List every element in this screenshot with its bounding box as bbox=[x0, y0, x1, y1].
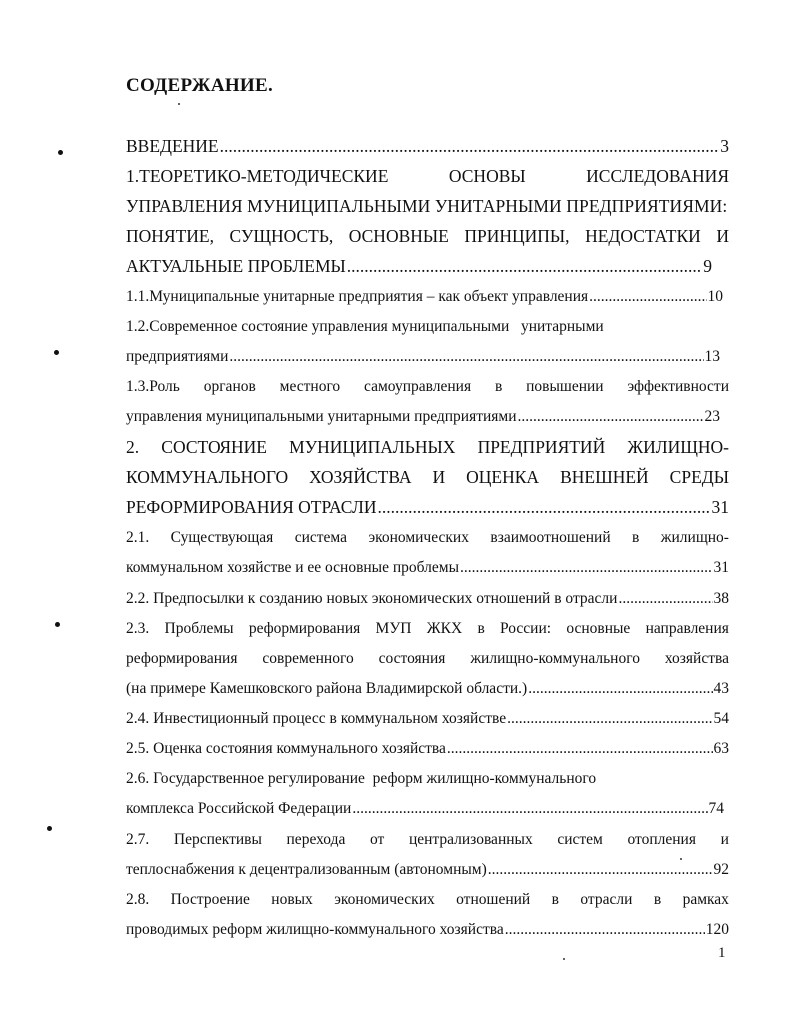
word: экономических bbox=[334, 891, 435, 908]
word: ПРИНЦИПЫ, bbox=[464, 226, 570, 246]
word: отношений bbox=[456, 891, 531, 908]
leader-dots bbox=[528, 680, 712, 698]
word: 2. bbox=[126, 437, 140, 457]
word: в bbox=[632, 529, 640, 546]
toc-chapter2-line1 bbox=[126, 437, 729, 458]
toc-entry-label: 2.4. Инвестиционный процесс в коммунальном хозяйстве bbox=[126, 710, 507, 727]
toc-2-3-line2 bbox=[126, 650, 729, 668]
toc-entry-2-1[interactable] bbox=[126, 559, 729, 577]
toc-page-number: 9 bbox=[703, 256, 712, 276]
toc-entry-label: комплекса Российской Федерации bbox=[126, 800, 352, 817]
word: Перспективы bbox=[173, 831, 262, 848]
word: 2.1. bbox=[126, 529, 150, 546]
leader-dots bbox=[447, 740, 713, 758]
scan-speck bbox=[178, 103, 180, 105]
word: ХОЗЯЙСТВА bbox=[309, 467, 412, 487]
word: отопления bbox=[627, 831, 696, 848]
word: в bbox=[653, 891, 662, 908]
punch-hole-mark bbox=[55, 622, 60, 627]
toc-entry-label: коммунальном хозяйстве и ее основные проблемы bbox=[126, 559, 459, 576]
word: 2.3. bbox=[126, 620, 150, 637]
word: СРЕДЫ bbox=[669, 467, 729, 487]
word: перехода bbox=[286, 831, 346, 848]
word: ЖИЛИЩНО- bbox=[627, 437, 729, 457]
word: централизованных bbox=[408, 831, 533, 848]
toc-entry-2-3[interactable] bbox=[126, 680, 729, 698]
word: 1.3.Роль bbox=[126, 378, 180, 395]
word: России: bbox=[500, 620, 552, 637]
word: жилищно- bbox=[660, 529, 729, 546]
word: основные bbox=[566, 620, 631, 637]
toc-entry-2-5[interactable] bbox=[126, 740, 729, 758]
word: реформирования bbox=[248, 620, 361, 637]
word: Построение bbox=[170, 891, 250, 908]
toc-entry-2-6[interactable] bbox=[126, 800, 724, 818]
word: в bbox=[551, 891, 559, 908]
word: СУЩНОСТЬ, bbox=[229, 226, 334, 246]
word: ПОНЯТИЕ, bbox=[126, 226, 214, 246]
toc-entry-label: (на примере Камешковского района Владимирской области.) bbox=[126, 680, 528, 697]
toc-entry-label: ВВЕДЕНИЕ bbox=[126, 136, 219, 156]
word: И bbox=[432, 467, 446, 487]
leader-dots bbox=[229, 348, 703, 366]
toc-entry-label: АКТУАЛЬНЫЕ ПРОБЛЕМЫ bbox=[126, 256, 346, 276]
toc-2-6-line1: 2.6. Государственное регулирование реформ жилищно-коммунального bbox=[126, 770, 597, 787]
toc-entry-label: РЕФОРМИРОВАНИЯ ОТРАСЛИ bbox=[126, 497, 377, 517]
word: от bbox=[369, 831, 385, 848]
toc-entry-chapter1[interactable] bbox=[126, 256, 712, 277]
word: направления bbox=[645, 620, 729, 637]
toc-entry-2-2[interactable] bbox=[126, 590, 729, 608]
word: НЕДОСТАТКИ bbox=[585, 226, 701, 246]
leader-dots bbox=[352, 800, 707, 818]
toc-entry-1-2[interactable] bbox=[126, 348, 720, 366]
toc-page-number: 23 bbox=[704, 408, 720, 425]
word: ОСНОВНЫЕ bbox=[348, 226, 449, 246]
toc-entry-label: теплоснабжения к децентрализованным (автономным) bbox=[126, 861, 487, 878]
word: органов bbox=[203, 378, 256, 395]
toc-entry-label: 1.1.Муниципальные унитарные предприятия – как объект управления bbox=[126, 288, 589, 305]
word: современного bbox=[262, 650, 354, 667]
toc-chapter1-line1 bbox=[126, 166, 729, 187]
leader-dots bbox=[589, 288, 706, 306]
toc-chapter2-line2 bbox=[126, 467, 729, 488]
word: СОСТОЯНИЕ bbox=[161, 437, 267, 457]
word: ОСНОВЫ bbox=[448, 166, 526, 186]
word: ВНЕШНЕЙ bbox=[560, 467, 649, 487]
word: 2.8. bbox=[126, 891, 150, 908]
page-number: 1 bbox=[718, 945, 726, 961]
toc-page-number: 38 bbox=[713, 590, 729, 607]
word: и bbox=[720, 831, 729, 848]
toc-entry-introduction[interactable] bbox=[126, 136, 729, 157]
toc-entry-label: проводимых реформ жилищно-коммунального хозяйства bbox=[126, 921, 504, 938]
toc-page-number: 74 bbox=[708, 800, 724, 817]
word: ПРЕДПРИЯТИЙ bbox=[477, 437, 606, 457]
word: КОММУНАЛЬНОГО bbox=[126, 467, 289, 487]
leader-dots bbox=[460, 559, 713, 577]
punch-hole-mark bbox=[58, 150, 63, 155]
word: МУНИЦИПАЛЬНЫХ bbox=[289, 437, 456, 457]
word: Проблемы bbox=[164, 620, 234, 637]
scan-speck bbox=[680, 858, 682, 860]
toc-page-number: 31 bbox=[713, 559, 729, 576]
word: эффективности bbox=[627, 378, 729, 395]
leader-dots bbox=[507, 710, 712, 728]
word: МУП bbox=[375, 620, 412, 637]
word: ЖКХ bbox=[426, 620, 463, 637]
word: новых bbox=[271, 891, 313, 908]
word: жилищно-коммунального bbox=[470, 650, 640, 667]
toc-entry-1-1[interactable] bbox=[126, 288, 723, 306]
word: местного bbox=[279, 378, 341, 395]
word: ИССЛЕДОВАНИЯ bbox=[586, 166, 729, 186]
toc-page-number: 92 bbox=[713, 861, 729, 878]
toc-1-2-line1: 1.2.Современное состояние управления муниципальными унитарными bbox=[126, 318, 604, 335]
toc-page-number: 54 bbox=[713, 710, 729, 727]
toc-entry-chapter2[interactable] bbox=[126, 497, 729, 518]
toc-2-8-line1 bbox=[126, 891, 729, 909]
word: реформирования bbox=[126, 650, 238, 667]
toc-page-number: 10 bbox=[707, 288, 723, 305]
word: Существующая bbox=[170, 529, 274, 546]
leader-dots bbox=[377, 497, 710, 518]
word: в bbox=[494, 378, 503, 395]
leader-dots bbox=[618, 590, 712, 608]
toc-2-7-line1 bbox=[126, 831, 729, 849]
toc-2-3-line1 bbox=[126, 620, 729, 638]
word: состояния bbox=[378, 650, 446, 667]
word: 1.ТЕОРЕТИКО-МЕТОДИЧЕСКИЕ bbox=[126, 166, 389, 186]
toc-entry-2-8[interactable] bbox=[126, 921, 729, 939]
punch-hole-mark bbox=[54, 350, 59, 355]
toc-page-number: 43 bbox=[713, 680, 729, 697]
leader-dots bbox=[518, 408, 704, 426]
toc-page-number: 31 bbox=[711, 497, 729, 517]
word: хозяйства bbox=[664, 650, 729, 667]
toc-entry-label: 2.2. Предпосылки к созданию новых экономических отношений в отрасли bbox=[126, 590, 618, 607]
toc-chapter1-line3 bbox=[126, 226, 729, 247]
toc-entry-2-7[interactable] bbox=[126, 861, 729, 879]
word: отрасли bbox=[580, 891, 633, 908]
leader-dots bbox=[505, 921, 705, 939]
scan-speck bbox=[563, 958, 565, 960]
punch-hole-mark bbox=[47, 826, 52, 831]
toc-chapter1-line2: УПРАВЛЕНИЯ МУНИЦИПАЛЬНЫМИ УНИТАРНЫМИ ПРЕДПРИЯТИЯМИ: bbox=[126, 196, 728, 216]
word: ОЦЕНКА bbox=[466, 467, 540, 487]
toc-entry-2-4[interactable] bbox=[126, 710, 729, 728]
toc-entry-label: 2.5. Оценка состояния коммунального хозяйства bbox=[126, 740, 446, 757]
leader-dots bbox=[220, 136, 720, 157]
toc-page-number: 13 bbox=[704, 348, 720, 365]
word: самоуправления bbox=[364, 378, 472, 395]
toc-entry-1-3[interactable] bbox=[126, 408, 720, 426]
toc-page-number: 3 bbox=[720, 136, 729, 156]
word: в bbox=[477, 620, 485, 637]
word: систем bbox=[557, 831, 603, 848]
word: повышении bbox=[526, 378, 604, 395]
page-title: СОДЕРЖАНИЕ. bbox=[126, 75, 274, 96]
word: И bbox=[716, 226, 729, 246]
toc-entry-label: управления муниципальными унитарными предприятиями bbox=[126, 408, 517, 425]
word: экономических bbox=[368, 529, 469, 546]
toc-page-number: 120 bbox=[705, 921, 729, 938]
leader-dots bbox=[488, 861, 713, 879]
word: рамках bbox=[682, 891, 729, 908]
toc-entry-label: предприятиями bbox=[126, 348, 229, 365]
word: взаимоотношений bbox=[490, 529, 611, 546]
word: система bbox=[294, 529, 348, 546]
leader-dots bbox=[347, 256, 702, 277]
toc-page-number: 63 bbox=[713, 740, 729, 757]
toc-1-3-line1 bbox=[126, 378, 729, 396]
toc-2-1-line1 bbox=[126, 529, 729, 547]
word: 2.7. bbox=[126, 831, 150, 848]
